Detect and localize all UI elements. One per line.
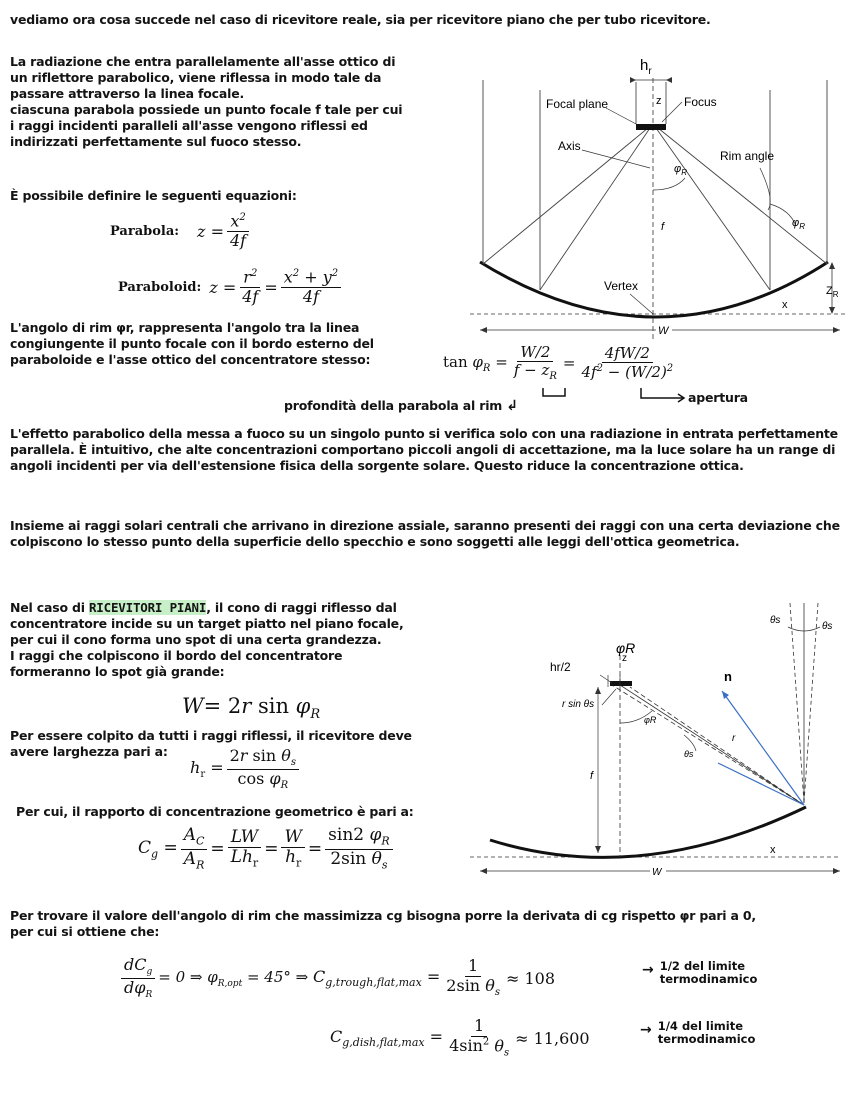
rw-line: Per essere colpito da tutti i raggi riflessi, il ricevitore deve [10, 728, 412, 743]
deriv-line: Per trovare il valore dell'angolo di rim che massimizza cg bisogna porre la derivata di cg rispetto φr pari a 0, [10, 908, 756, 923]
cg-equation: $C_g$ = $\frac{A_C}{A_R}$ = $\frac{LW}{Lh_r}$ = $\frac{W}{h_r}$ = $\frac{\sin 2 \varphi_R}{2\sin \theta_s}$ [138, 822, 396, 876]
paraboloid-description [10, 54, 455, 150]
rim-line: congiungente il punto focale con il bordo esterno del [10, 336, 374, 351]
trough-note [642, 960, 757, 986]
trough-value: 108 [524, 968, 556, 988]
fig1-f-label: f [661, 221, 665, 233]
fig1-phi-rim-label: $\varphi_R$ [792, 217, 805, 231]
fig1-x-label: x [782, 299, 788, 311]
arrow-right-icon: → [640, 1022, 652, 1038]
para1-line: indirizzati perfettamente sul fuoco stesso. [10, 134, 302, 149]
depth-note-text: profondità della parabola al rim [284, 398, 503, 413]
flat-highlight: RICEVITORI PIANI [88, 600, 207, 615]
equations-intro: È possibile definire le seguenti equazioni: [10, 188, 297, 203]
flat-line: concentratore incide su un target piatto nel piano focale, [10, 616, 404, 631]
fig2-z-label: z [622, 653, 627, 664]
para1-line: La radiazione che entra parallelamente all'asse ottico di [10, 54, 396, 69]
dish-value: 11,600 [533, 1028, 590, 1048]
para1-line: ciascuna parabola possiede un punto focale f tale per cui [10, 102, 403, 117]
parabola-label: Parabola: [110, 223, 180, 239]
rim-line: paraboloide e l'asse ottico del concentratore stesso: [10, 352, 371, 367]
dish-note-line: termodinamico [657, 1032, 756, 1046]
fig2-x-label: x [770, 844, 776, 856]
trough-note-line: 1/2 del limite [659, 959, 746, 973]
fig2-w-label: W [652, 867, 662, 878]
fig2-phir-angle-label: φR [644, 715, 657, 725]
trough-max-equation: $\frac{dC_g}{d\varphi_R}$ = 0 ⇒ $\varphi_{R,opt} = 45^\circ$ ⇒ $C_{g,trough,flat,max}$ = $\frac{1}{2\sin \theta_s}$ ≈ 108 [118, 948, 555, 1008]
dish-note [640, 1020, 755, 1046]
fig2-theta-right-label: θs [822, 621, 833, 632]
fig1-z-label: z [656, 95, 662, 107]
cg-text: Per cui, il rapporto di concentrazione geometrico è pari a: [16, 804, 414, 819]
fig2-f-label: f [590, 770, 594, 782]
para-focusing: L'effetto parabolico della messa a fuoco su un singolo punto si verifica solo con una radiazione in entrata perfettamente parallela. È intuitivo, che alte concentrazioni comportano piccoli angoli di accettazione, ma la luce solare ha un range di angoli incidenti per via dell'estensione fisica della sorgente solare. Questo riduce la concentrazione ottica. [10, 426, 838, 473]
fig2-rsin-label: r sin θs [562, 699, 595, 710]
fig2-n-label: n [724, 669, 732, 684]
hr-equation: $h_r$ = $\frac{2r \sin \theta_s}{\cos \varphi_R}$ [190, 744, 302, 794]
flat-line: formeranno lo spot già grande: [10, 664, 225, 679]
arrow-right-icon: → [642, 962, 654, 978]
rim-line: L'angolo di rim φr, rappresenta l'angolo tra la linea [10, 320, 360, 335]
trough-note-line: termodinamico [659, 972, 758, 986]
fig1-vertex-label: Vertex [604, 279, 639, 293]
derivative-text [10, 908, 850, 940]
parabola-equation: Parabola: z = $\frac{x^2}{4f}$ [110, 208, 252, 254]
paraboloid-equation: Paraboloid: z = $\frac{r^2}{4f}$ = $\frac{x^2 + y^2}{4f}$ [118, 262, 344, 312]
fig1-axis-label: Axis [558, 139, 581, 153]
deriv-line: per cui si ottiene che: [10, 924, 160, 939]
flat-receiver-diagram [470, 595, 845, 880]
fig2-phi-label: φR [616, 640, 636, 656]
dish-note-line: 1/4 del limite [657, 1019, 744, 1033]
fig1-focus-label: Focus [684, 95, 717, 109]
flat-prefix: Nel caso di [10, 600, 89, 615]
fig2-theta-left-label: θs [770, 615, 781, 626]
depth-bracket-icon [540, 386, 570, 408]
flat-line: per cui il cono forma uno spot di una certa grandezza. [10, 632, 382, 647]
para1-line: passare attraverso la linea focale. [10, 86, 245, 101]
flat-receiver-description [10, 600, 480, 680]
flat-line: I raggi che colpiscono il bordo del concentratore [10, 648, 343, 663]
tan-phi-equation: $\tan \varphi_R$ = $\frac{W/2}{f - z_R}$ = $\frac{4fW/2}{4f^2 - (W/2)^2}$ [443, 342, 674, 382]
paraboloid-label: Paraboloid: [118, 279, 202, 295]
rw-line: avere larghezza pari a: [10, 744, 168, 759]
aperture-note: apertura [688, 390, 748, 405]
fig2-hr2-label: hr/2 [550, 660, 571, 674]
fig2-theta-angle-label: θs [684, 749, 694, 759]
fig1-hr-label: $h_r$ [640, 57, 652, 77]
fig2-r-label: r [732, 733, 736, 744]
fig1-zr-label: $Z_R$ [826, 285, 839, 299]
spot-width-equation: W= 2r $\sin \varphi_R$ [182, 694, 321, 723]
rim-angle-description [10, 320, 450, 368]
fig1-focal-plane-label: Focal plane [546, 97, 609, 111]
depth-note: profondità della parabola al rim ↲ [284, 398, 518, 414]
para-deviation: Insieme ai raggi solari centrali che arrivano in direzione assiale, saranno presenti dei raggi con una certa deviazione che colpiscono lo stesso punto della superficie dello specchio e sono soggetti alle leggi dell'ottica geometrica. [10, 518, 840, 549]
intro-text: vediamo ora cosa succede nel caso di ricevitore reale, sia per ricevitore piano che per tubo ricevitore. [10, 12, 711, 27]
para1-line: un riflettore parabolico, viene riflessa in modo tale da [10, 70, 382, 85]
flat-rest-0: , il cono di raggi riflesso dal [206, 600, 397, 615]
para1-line: i raggi incidenti paralleli all'asse vengono riflessi ed [10, 118, 368, 133]
fig1-phi-label: $\varphi_R$ [674, 163, 687, 177]
aperture-arrow-icon [638, 386, 688, 408]
fig1-rim-angle-label: Rim angle [720, 149, 775, 163]
dish-max-equation: $C_{g,dish,flat,max}$ = $\frac{1}{4\sin^2 \theta_s}$ ≈ 11,600 [330, 1016, 590, 1059]
parabolic-concentrator-diagram [470, 50, 850, 345]
fig1-w-label: W [658, 325, 669, 337]
